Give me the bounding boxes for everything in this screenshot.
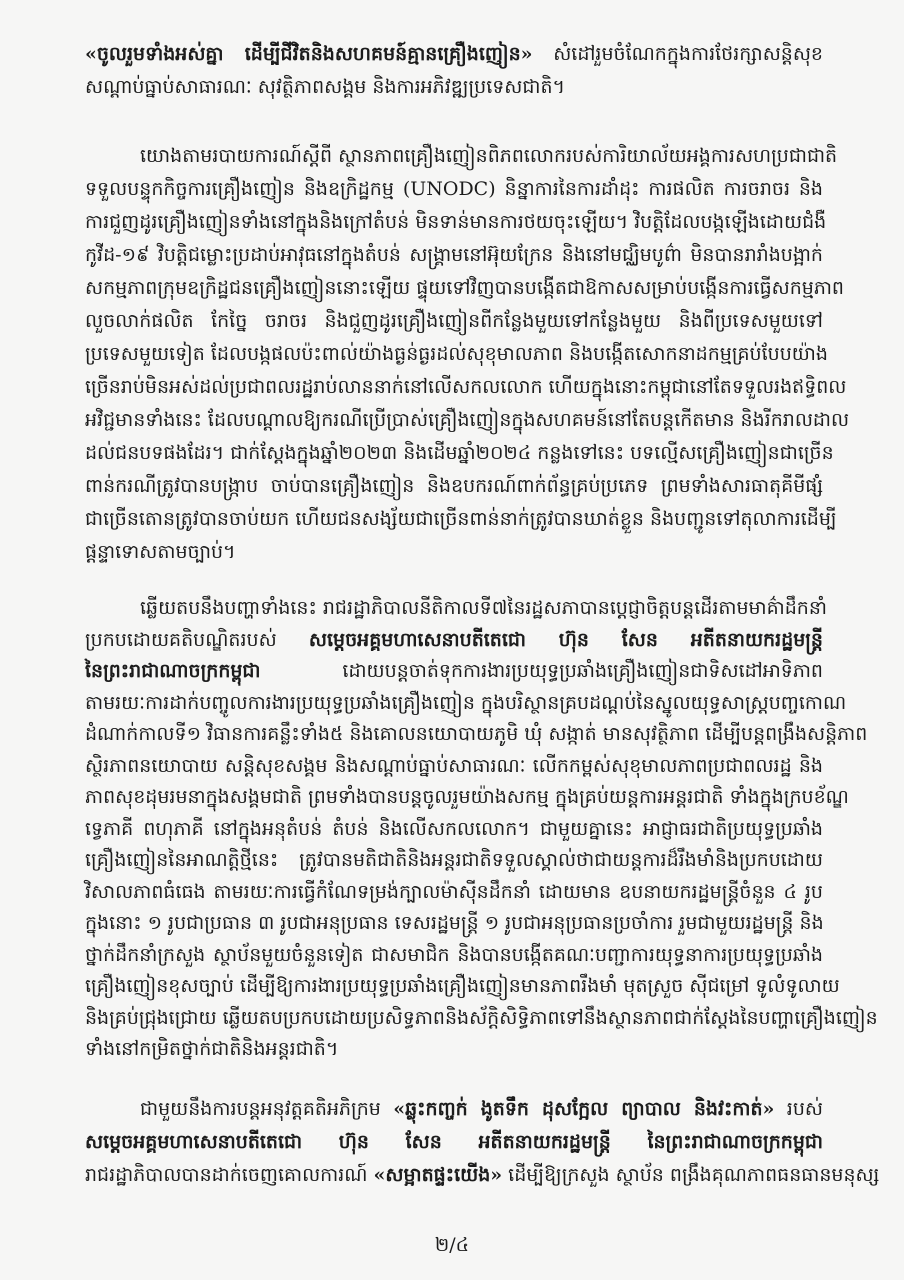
text-segment: និងគ្រប់ជ្រុងជ្រោយ ឆ្លើយតបប្រកបដោយប្រសិទ្ធភាពនិងស័ក្តិសិទ្ធិភាពទៅនឹងស្ថានភាពជាក់ស្ដែងនៃបញ្ហាគ្រឿងញៀន	[85, 1006, 878, 1029]
paragraph-line	[85, 305, 823, 338]
bold-title: សម្ដេចអគ្គមហាសេនាបតីតេជោ ហ៊ុន សែន អតីតនាយករដ្ឋមន្ត្រី នៃព្រះរាជាណាចក្រកម្ពុជា	[85, 1131, 823, 1153]
paragraph-line	[85, 1126, 823, 1159]
text-segment: ផ្ដន្ទាទោសតាមច្បាប់។	[85, 541, 236, 563]
text-segment: រាជរដ្ឋាភិបាលបានដាក់ចេញគោលការណ៍	[85, 1164, 374, 1186]
paragraph-line	[85, 782, 849, 814]
paragraph-line	[85, 1093, 823, 1126]
text-segment: គ្រឿងញៀននៃអាណត្តិថ្មីនេះ ត្រូវបានមតិជាតិនិងអន្តរជាតិទទួលស្គាល់ថាជាយន្តការដ៏រឹងមាំនិងប្រកបដោយ	[85, 849, 823, 871]
text-segment: ទ្វេភាគី ពហុភាគី នៅក្នុងអនុតំបន់ តំបន់ និងលើសកលលោក។ ជាមួយគ្នានេះ អាជ្ញាធរជាតិប្រយុទ្ធប្រឆាំង	[85, 817, 823, 840]
paragraph-line	[85, 437, 834, 470]
text-segment: សណ្ដាប់ធ្នាប់សាធារណៈ សុវត្ថិភាពសង្គម និងការអភិវឌ្ឍប្រទេសជាតិ។	[85, 76, 566, 98]
text-segment: ក្នុងនោះ ១ រូបជាប្រធាន ៣ រូបជាអនុប្រធាន ទេសរដ្ឋមន្ត្រី ១ រូបជាអនុប្រធានប្រចាំការ រួមជាមួយរដ្ឋមន្ត្រី និង	[85, 912, 824, 934]
bold-slogan: «ឆ្លុះកញ្ចក់ ងូតទឹក ដុសក្អែល ព្យាបាល និងវះកាត់»	[393, 1098, 775, 1120]
text-segment: ភាពសុខដុមរមនាក្នុងសង្គមជាតិ ព្រមទាំងបានបន្តចូលរួមយ៉ាងសកម្ម ក្នុងគ្រប់យន្តការអន្តរជាតិ ទាំងក្នុងក្របខ័ណ្ឌ	[85, 786, 849, 808]
paragraph-line	[85, 503, 837, 536]
paragraph-line	[85, 206, 827, 239]
paragraph-line	[85, 272, 844, 305]
paragraph-line	[85, 470, 823, 503]
unodc-report-paragraph	[85, 140, 850, 569]
text-segment: យោងតាមរបាយការណ៍ស្ដីពី ស្ថានភាពគ្រឿងញៀនពិភពលោករបស់ការិយាល័យអង្គការសហប្រជាជាតិ	[140, 145, 838, 167]
paragraph-line	[85, 1159, 880, 1192]
text-segment: ឆ្លើយតបនឹងបញ្ហាទាំងនេះ រាជរដ្ឋាភិបាលនីតិកាលទី៧នៃរដ្ឋសភាបានប្ដេជ្ញាចិត្តបន្តដើរតាមមាគ៌ាដឹកនាំ	[140, 597, 827, 619]
paragraph-line	[85, 593, 827, 625]
paragraph-line	[85, 688, 847, 720]
text-segment: លួចលាក់ផលិត កែច្នៃ ចរាចរ និងជួញដូរគ្រឿងញៀនពីកន្លែងមួយទៅកន្លែងមួយ និងពីប្រទេសមួយទៅ	[85, 310, 823, 332]
text-segment: គ្រឿងញៀនខុសច្បាប់ ដើម្បីឱ្យការងារប្រយុទ្ធប្រឆាំងគ្រឿងញៀនមានភាពរឹងមាំ មុតស្រួច ស៊ីជម្រៅ ទូលំទូលាយ	[85, 975, 840, 997]
paragraph-line	[85, 719, 868, 751]
text-segment: សំដៅរួមចំណែកក្នុងការថែរក្សាសន្តិសុខ	[532, 43, 823, 65]
government-response-paragraph	[85, 593, 878, 1066]
paragraph-line	[85, 239, 823, 272]
intro-paragraph	[85, 38, 823, 104]
paragraph-line	[85, 173, 823, 206]
paragraph-line	[85, 404, 850, 437]
paragraph-line	[85, 140, 838, 173]
text-segment: ប្រទេសមួយទៀត ដែលបង្កផលប៉ះពាល់យ៉ាងធ្ងន់ធ្ងរដល់សុខុមាលភាព និងបង្កើតសោកនាដកម្មគ្រប់បែបយ៉ាង	[85, 343, 828, 365]
clean-our-house-paragraph	[85, 1093, 880, 1192]
text-segment: ដំណាក់កាលទី១ វិធានការគន្លឹះទាំង៥ និងគោលនយោបាយភូមិ ឃុំ សង្កាត់ មានសុវត្ថិភាព ដើម្បីបន្តពង្រឹងសន្តិភាព	[85, 723, 868, 745]
text-segment: ថ្នាក់ដឹកនាំក្រសួង ស្ថាប័នមួយចំនួនទៀត ជាសមាជិក និងបានបង្កើតគណៈបញ្ជាការយុទ្ធនាការប្រយុទ្ធប្រឆាំង	[85, 943, 823, 966]
paragraph-line	[85, 371, 847, 404]
text-segment: ការជួញដូរគ្រឿងញៀនទាំងនៅក្នុងនិងក្រៅតំបន់ មិនទាន់មានការថយចុះឡើយ។ វិបត្តិដែលបង្កឡើងដោយជំងឺ	[85, 211, 827, 233]
paragraph-line	[85, 908, 823, 940]
text-segment: របស់	[774, 1098, 823, 1120]
paragraph-line	[85, 1003, 878, 1035]
text-segment: ជាច្រើនតោនត្រូវបានចាប់យក ហើយជនសង្ស័យជាច្រើនពាន់នាក់ត្រូវបានឃាត់ខ្លួន និងបញ្ជូនទៅតុលាការដើម្បី	[85, 508, 837, 530]
bold-title: នៃព្រះរាជាណាចក្រកម្ពុជា	[85, 660, 261, 682]
paragraph-line	[85, 656, 823, 688]
paragraph-line	[85, 845, 823, 877]
text-segment: ទទួលបន្ទុកកិច្ចការគ្រឿងញៀន និងឧក្រិដ្ឋកម្ម (UNODC) និន្នាការនៃការដាំដុះ ការផលិត ការចរាចរ និង	[85, 178, 823, 200]
bold-title: សម្ដេចអគ្គមហាសេនាបតីតេជោ ហ៊ុន សែន អតីតនាយករដ្ឋមន្ត្រី	[308, 628, 823, 651]
text-segment: ច្រើនរាប់មិនអស់ដល់ប្រជាពលរដ្ឋរាប់លាននាក់នៅលើសកលលោក ហើយក្នុងនោះកម្ពុជានៅតែទទួលរងឥទ្ធិពល	[85, 376, 847, 398]
text-segment: ជាមួយនឹងការបន្តអនុវត្តគតិអភិក្រម	[140, 1098, 394, 1120]
paragraph-line	[85, 71, 823, 104]
paragraph-line	[85, 751, 823, 783]
text-segment: អវិជ្ជមានទាំងនេះ ដែលបណ្ដាលឱ្យករណីប្រើប្រាស់គ្រឿងញៀនក្នុងសហគមន៍នៅតែបន្តកើតមាន និងរីករាលដាល	[85, 409, 850, 431]
paragraph-line	[85, 1034, 823, 1066]
text-segment: ដល់ជនបទផងដែរ។ ជាក់ស្ដែងក្នុងឆ្នាំ២០២៣ និងដើមឆ្នាំ២០២៤ កន្លងទៅនេះ បទល្មើសគ្រឿងញៀនជាច្រើន	[85, 442, 834, 464]
paragraph-line	[85, 38, 823, 71]
text-segment: សកម្មភាពក្រុមឧក្រិដ្ឋជនគ្រឿងញៀននោះឡើយ ផ្ទុយទៅវិញបានបង្កើតជាឱកាសសម្រាប់បង្កើនការធ្វើសកម្មភាព	[85, 277, 844, 299]
text-segment: វិសាលភាពធំធេង តាមរយៈការធ្វើកំណែទម្រង់ក្បាលម៉ាស៊ីនដឹកនាំ ដោយមាន ឧបនាយករដ្ឋមន្ត្រីចំនួន ៤ រូប	[85, 880, 823, 903]
text-segment: តាមរយៈការដាក់បញ្ចូលការងារប្រយុទ្ធប្រឆាំងគ្រឿងញៀន ក្នុងបរិស្ថានគ្របដណ្ដប់នៃស្នូលយុទ្ធសាស្ត្របញ្ចកោណ	[85, 691, 847, 714]
text-segment: ដោយបន្តចាត់ទុកការងារប្រយុទ្ធប្រឆាំងគ្រឿងញៀនជាទិសដៅអាទិភាព	[260, 660, 823, 682]
text-segment: ប្រកបដោយគតិបណ្ឌិតរបស់	[85, 628, 309, 651]
paragraph-line	[85, 625, 823, 657]
text-segment: ដើម្បីឱ្យក្រសួង ស្ថាប័ន ពង្រឹងគុណភាពធនធានមនុស្ស	[502, 1164, 880, 1186]
text-segment: កូវីដ-១៩ វិបត្តិជម្លោះប្រដាប់អាវុធនៅក្នុងតំបន់ សង្គ្រាមនៅអ៊ុយក្រែន និងនៅមជ្ឈិមបូព៌ា មិនបានរារាំងបង្អាក់	[85, 244, 823, 266]
paragraph-line	[85, 940, 823, 972]
paragraph-line	[85, 536, 823, 569]
paragraph-line	[85, 338, 828, 371]
paragraph-line	[85, 971, 840, 1003]
page-number: ២/៤	[434, 1234, 470, 1256]
text-segment: ស្ថិរភាពនយោបាយ សន្តិសុខសង្គម និងសណ្ដាប់ធ្នាប់សាធារណៈ លើកកម្ពស់សុខុមាលភាពប្រជាពលរដ្ឋ និង	[85, 754, 823, 777]
text-segment: ទាំងនៅកម្រិតថ្នាក់ជាតិនិងអន្តរជាតិ។	[85, 1038, 339, 1060]
paragraph-line	[85, 877, 823, 909]
paragraph-line	[85, 814, 823, 846]
campaign-slogan: «ចូលរួមទាំងអស់គ្នា ដើម្បីជីវិតនិងសហគមន៍គ្មានគ្រឿងញៀន»	[85, 43, 533, 65]
text-segment: ពាន់ករណីត្រូវបានបង្ក្រាប ចាប់បានគ្រឿងញៀន និងឧបករណ៍ពាក់ព័ន្ធគ្រប់ប្រភេទ ព្រមទាំងសារធាតុគីមីផ្សំ	[85, 475, 823, 497]
bold-slogan: «សម្អាតផ្ទះយើង»	[373, 1164, 503, 1186]
